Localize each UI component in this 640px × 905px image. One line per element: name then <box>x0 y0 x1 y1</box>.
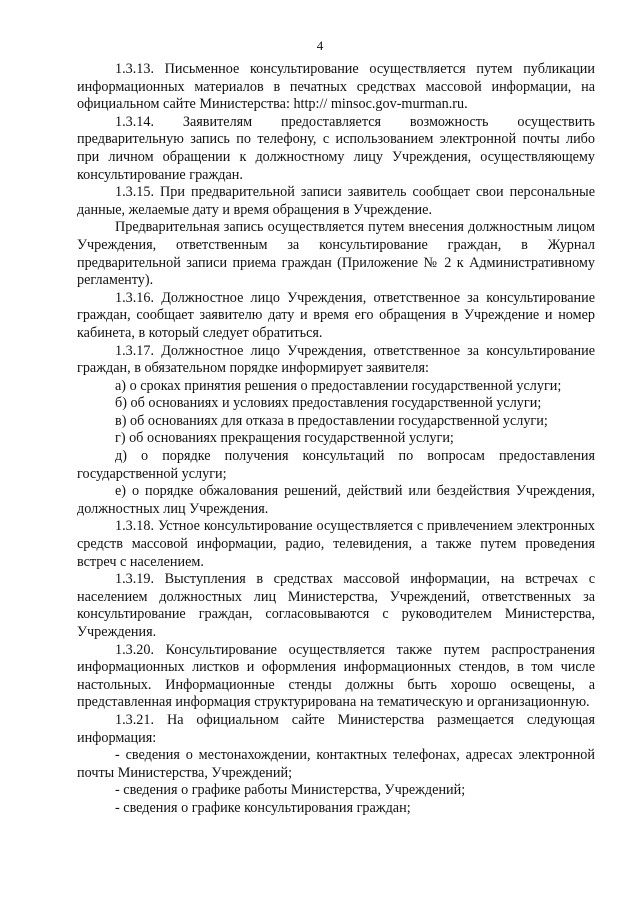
dash-item-work-schedule: - сведения о графике работы Министерства, Учреждений; <box>115 782 466 799</box>
paragraph-1-3-16: 1.3.16. Должностное лицо Учреждения, ответственное за консультирование граждан, сообщает заявителю дату и время его обращения в Учреждение и номер кабинета, в который следует обратиться. <box>77 289 595 341</box>
paragraph-1-3-19: 1.3.19. Выступления в средствах массовой информации, на встречах с населением должностных лиц Министерства, Учреждений, ответственных за консультирование граждан, согласовываются с руководителем Министерства, Учреждения. <box>77 571 595 640</box>
paragraph-preliminary-record: Предварительная запись осуществляется путем внесения должностным лицом Учреждения, ответственным за консультирование граждан, в Журнал предварительной записи приема граждан (Приложение № 2 к Административному регламенту). <box>77 219 595 289</box>
list-item-v: в) об основаниях для отказа в предоставлении государственной услуги; <box>115 412 548 429</box>
list-item-a: а) о сроках принятия решения о предоставлении государственной услуги; <box>115 377 562 394</box>
paragraph-1-3-15: 1.3.15. При предварительной записи заявитель сообщает свои персональные данные, желаемые дату и время обращения в Учреждение. <box>77 184 595 218</box>
list-item-g: г) об основаниях прекращения государственной услуги; <box>115 430 454 447</box>
paragraph-1-3-17: 1.3.17. Должностное лицо Учреждения, ответственное за консультирование граждан, в обязательном порядке информирует заявителя: <box>77 342 595 377</box>
paragraph-1-3-18: 1.3.18. Устное консультирование осуществляется с привлечением электронных средств массовой информации, радио, телевидения, а также путем проведения встреч с населением. <box>77 518 595 570</box>
list-item-e: е) о порядке обжалования решений, действий или бездействия Учреждения, должностных лиц Учреждения. <box>77 483 595 517</box>
list-item-d: д) о порядке получения консультаций по вопросам предоставления государственной услуги; <box>77 448 595 482</box>
paragraph-1-3-21: 1.3.21. На официальном сайте Министерства размещается следующая информация: <box>77 711 595 746</box>
dash-item-consult-schedule: - сведения о графике консультирования граждан; <box>115 799 411 816</box>
dash-item-location: - сведения о местонахождении, контактных телефонах, адресах электронной почты Министерства, Учреждений; <box>77 747 595 781</box>
list-item-b: б) об основаниях и условиях предоставления государственной услуги; <box>115 395 542 412</box>
paragraph-1-3-20: 1.3.20. Консультирование осуществляется также путем распространения информационных листков и оформления информационных стендов, в том числе настольных. Информационные стенды должны быть хорошо освещены, а представленная информация структурирована на тематическую и организационную. <box>77 641 595 711</box>
document-body <box>77 61 595 818</box>
paragraph-1-3-14: 1.3.14. Заявителям предоставляется возможность осуществить предварительную запись по телефону, с использованием электронной почты либо при личном обращении к должностному лицу Учреждения, осуществляющему консультирование граждан. <box>77 113 595 183</box>
page-number: 4 <box>316 38 324 53</box>
paragraph-1-3-13: 1.3.13. Письменное консультирование осуществляется путем публикации информационных материалов в печатных средствах массовой информации, на официальном сайте Министерства: http:// minsoc.gov-murman.ru. <box>77 61 595 113</box>
